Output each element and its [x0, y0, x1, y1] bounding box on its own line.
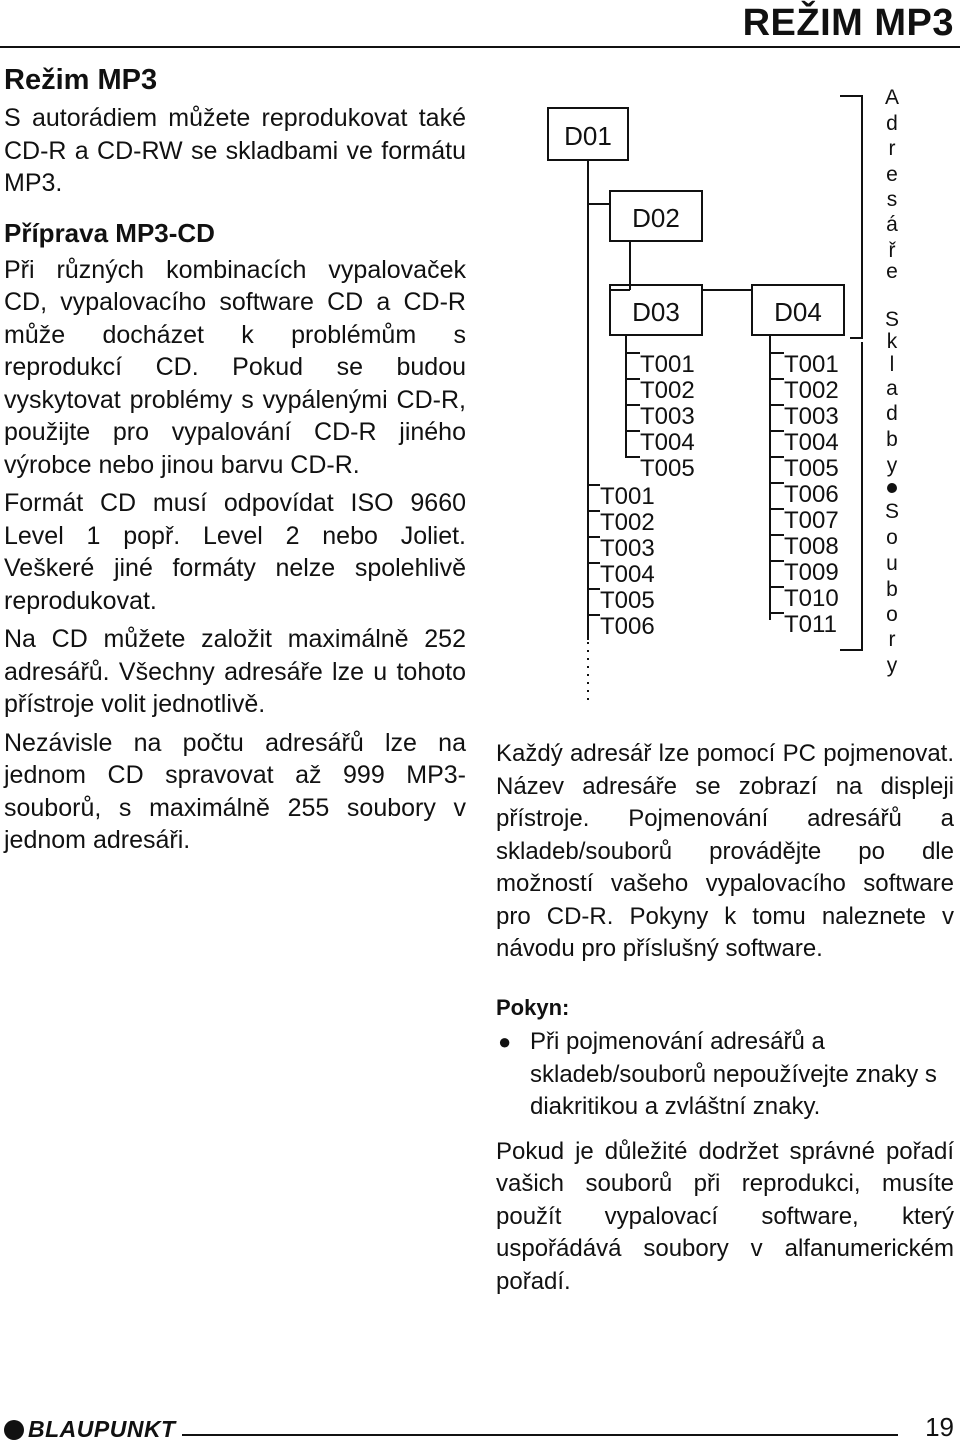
file-item: T003 — [784, 403, 839, 430]
folder-tree-diagram — [540, 80, 940, 720]
label-letter: á — [886, 213, 898, 236]
header-title: REŽIM MP3 — [742, 2, 954, 44]
paragraph-folders: Na CD můžete založit maximálně 252 adresářů. Všechny adresáře lze u tohoto přístroje volit jednotlivě. — [4, 625, 466, 718]
label-letter: k — [886, 330, 898, 353]
file-item: T001 — [784, 351, 839, 378]
label-letter: y — [886, 654, 898, 677]
label-letter: s — [886, 188, 898, 211]
file-item: T009 — [784, 559, 839, 586]
label-letter: b — [886, 428, 898, 451]
section-heading: Režim MP3 — [4, 64, 158, 96]
file-item: T004 — [640, 429, 695, 456]
file-item: T002 — [784, 377, 839, 404]
folder-d02-label: D02 — [632, 203, 680, 233]
brand-logo — [4, 1416, 176, 1443]
folder-d04-label: D04 — [774, 297, 822, 327]
file-item: T006 — [784, 481, 839, 508]
label-letter: e — [886, 260, 898, 283]
note-item — [496, 1026, 954, 1124]
label-letter: u — [886, 552, 898, 575]
folder-d03-label: D03 — [632, 297, 680, 327]
file-item: T005 — [600, 587, 655, 614]
file-item: T001 — [600, 483, 655, 510]
label-letter: y — [886, 454, 898, 477]
label-folders — [885, 86, 899, 283]
footer-rule — [182, 1434, 898, 1436]
d03-file-list — [626, 351, 695, 482]
file-item: T004 — [600, 561, 655, 588]
folder-d01-label: D01 — [564, 121, 612, 151]
file-item: T005 — [640, 455, 695, 482]
file-item: T005 — [784, 455, 839, 482]
brand-name: BLAUPUNKT — [28, 1416, 176, 1442]
file-item: T008 — [784, 533, 839, 560]
file-item: T003 — [640, 403, 695, 430]
label-letter: ř — [888, 239, 896, 262]
logo-dot-icon — [4, 1420, 24, 1440]
file-item: T002 — [640, 377, 695, 404]
paragraph-files: Nezávisle na počtu adresářů lze na jednom CD spravovat až 999 MP3-souborů, s maximálně 255 soubory v jednom adresáři. — [4, 728, 466, 854]
file-item: T002 — [600, 509, 655, 536]
label-letter: r — [888, 628, 896, 651]
label-letter: d — [886, 402, 898, 425]
label-letter: a — [886, 377, 898, 400]
intro-paragraph: S autorádiem můžete reprodukovat také CD-R a CD-RW se skladbami ve formátu MP3. — [4, 104, 466, 197]
label-letter: A — [884, 86, 900, 109]
label-letter: b — [886, 578, 898, 601]
label-letter: l — [889, 353, 895, 376]
file-item: T007 — [784, 507, 839, 534]
paragraph-format: Formát CD musí odpovídat ISO 9660 Level 1 popř. Level 2 nebo Joliet. Veškeré jiné formáty nelze spolehlivě reprodukovat. — [4, 489, 466, 615]
file-item: T003 — [600, 535, 655, 562]
bullet-icon: ● — [498, 1029, 512, 1054]
note-heading: Pokyn: — [496, 994, 570, 1020]
note-text: Při pojmenování adresářů a skladeb/souborů nepoužívejte znaky s diakritikou a zvláštní znaky. — [530, 1028, 937, 1120]
subsection-heading: Příprava MP3-CD — [4, 217, 215, 248]
page-number: 19 — [925, 1412, 954, 1442]
file-item: T006 — [600, 613, 655, 640]
file-item: T004 — [784, 429, 839, 456]
label-letter: o — [886, 526, 898, 549]
label-files — [885, 500, 899, 677]
bullet-separator — [887, 483, 897, 493]
file-item: T001 — [640, 351, 695, 378]
file-item: T011 — [784, 611, 837, 638]
d01-file-list — [588, 483, 655, 640]
header-rule — [0, 46, 960, 48]
paragraph-order: Pokud je důležité dodržet správné pořadí vašich souborů při reprodukci, musíte použít vypalovací software, který uspořádává soubory v alfanumerickém pořadí. — [496, 1137, 954, 1295]
label-letter: d — [886, 112, 898, 135]
paragraph-naming: Každý adresář lze pomocí PC pojmenovat. Název adresáře se zobrazí na displeji přístroje. Pojmenování adresářů a skladeb/souborů provádějte po dle možností vašeho vypalovacího software pro CD-R. Pokyny k tomu naleznete v návodu pro příslušný software. — [496, 740, 954, 962]
label-letter: S — [884, 308, 900, 331]
label-letter: e — [886, 163, 898, 186]
left-column — [4, 62, 466, 863]
right-column — [496, 738, 954, 1304]
label-letter: o — [886, 603, 898, 626]
label-tracks — [885, 308, 899, 477]
paragraph-compatibility: Při různých kombinacích vypalovaček CD, vypalovacího software CD a CD-R může docházet k problémům s reprodukcí CD. Pokud se budou vyskytovat problémy s vypálenými CD-R, použijte pro vypalování CD-R jiného výrobce nebo jinou barvu CD-R. — [4, 255, 466, 479]
label-letter: r — [888, 137, 896, 160]
d04-file-list — [770, 351, 839, 638]
file-item: T010 — [784, 585, 839, 612]
label-letter: S — [884, 500, 900, 523]
